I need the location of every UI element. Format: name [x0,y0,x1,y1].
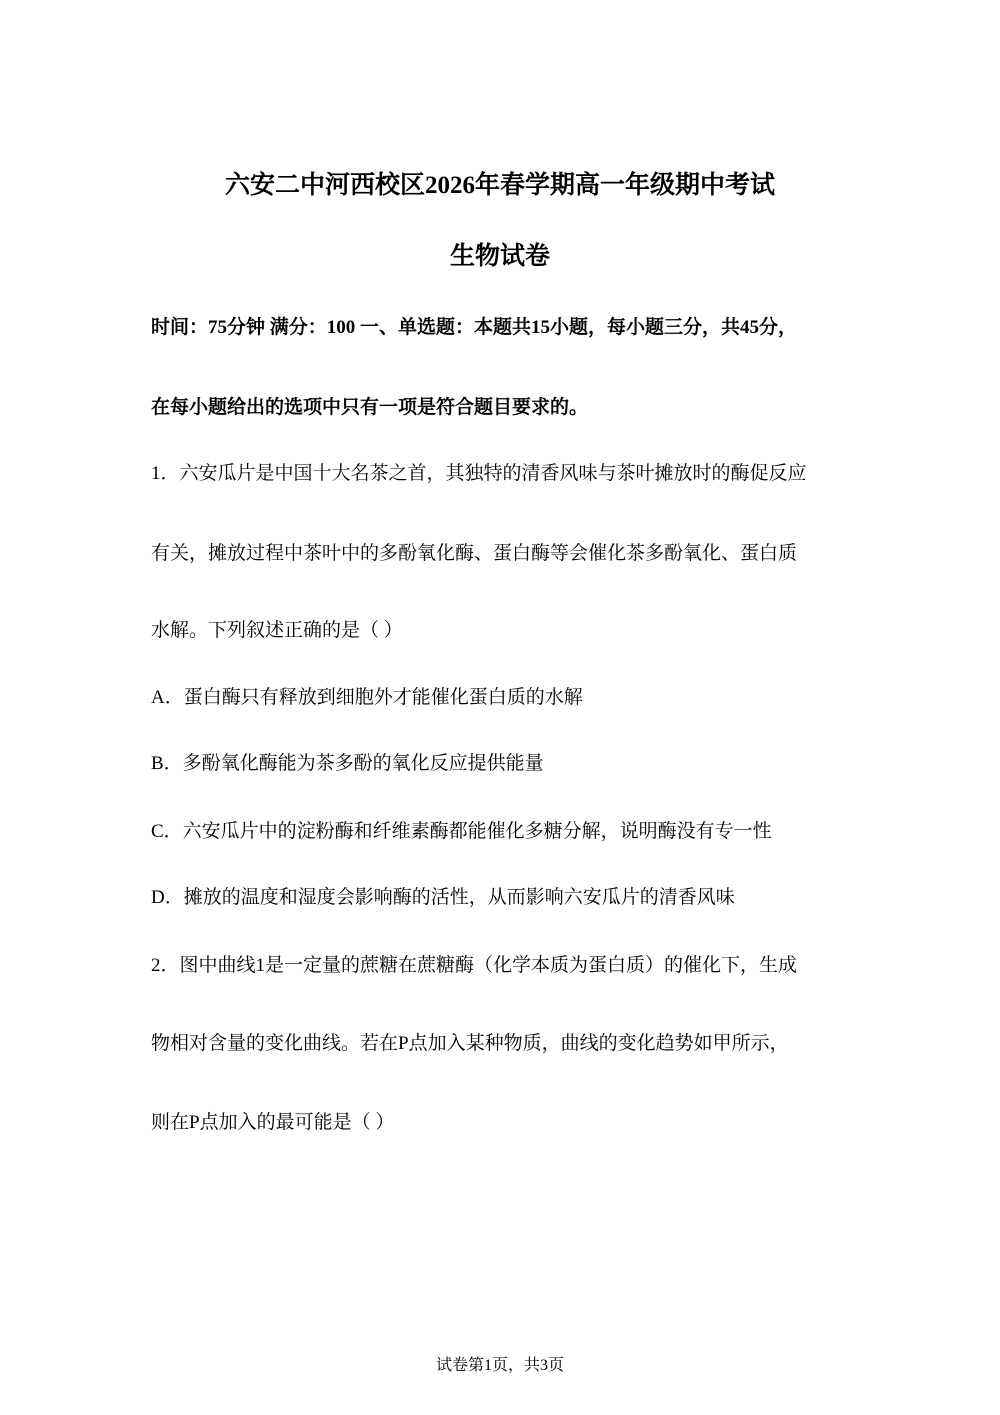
option-c: C．六安瓜片中的淀粉酶和纤维素酶都能催化多糖分解，说明酶没有专一性 [151,821,772,842]
exam-title: 六安二中河西校区2026年春学期高一年级期中考试 [224,172,775,199]
question-stem-line: 则在P点加入的最可能是（ ） [151,1112,395,1133]
option-b: B．多酚氧化酶能为茶多酚的氧化反应提供能量 [151,753,544,774]
exam-info-line: 在每小题给出的选项中只有一项是符合题目要求的。 [151,397,589,418]
page-footer: 试卷第1页，共3页 [435,1357,564,1374]
question-stem-line: 1．六安瓜片是中国十大名茶之首，其独特的清香风味与茶叶摊放时的酶促反应 [151,463,807,484]
option-d: D．摊放的温度和湿度会影响酶的活性，从而影响六安瓜片的清香风味 [151,887,735,908]
exam-subtitle: 生物试卷 [449,243,550,270]
option-a: A．蛋白酶只有释放到细胞外才能催化蛋白质的水解 [151,687,583,708]
question-stem-line: 有关，摊放过程中茶叶中的多酚氧化酶、蛋白酶等会催化茶多酚氧化、蛋白质 [151,543,798,564]
exam-info-line: 时间：75分钟 满分：100 一、单选题：本题共15小题，每小题三分，共45分， [151,317,798,338]
question-stem-line: 2．图中曲线1是一定量的蔗糖在蔗糖酶（化学本质为蛋白质）的催化下，生成 [151,955,798,976]
question-stem-line: 水解。下列叙述正确的是（ ） [151,620,403,641]
question-stem-line: 物相对含量的变化曲线。若在P点加入某种物质，曲线的变化趋势如甲所示， [151,1033,789,1054]
